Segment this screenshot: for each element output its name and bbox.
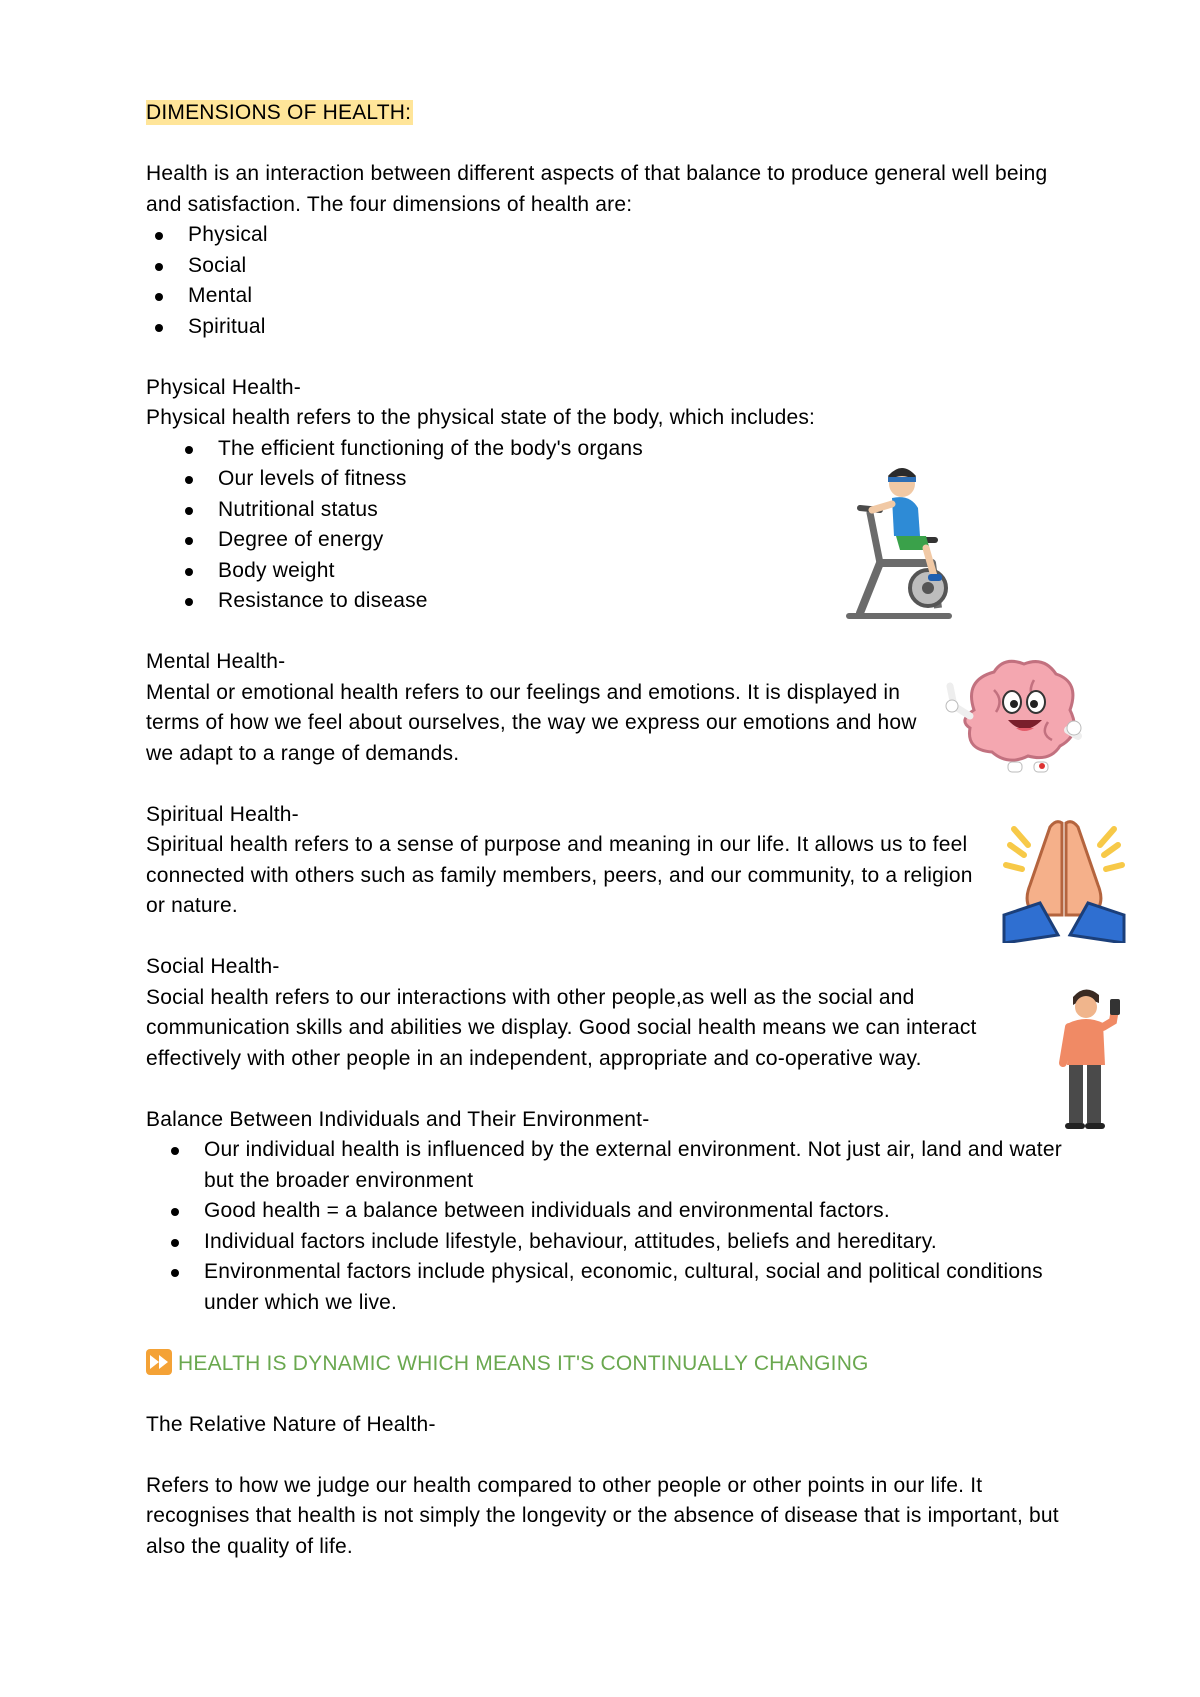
- relative-heading: The Relative Nature of Health-: [146, 1412, 436, 1436]
- list-item: Our individual health is influenced by the external environment. Not just air, land and water but the broader environment: [146, 1135, 1066, 1196]
- list-item: Environmental factors include physical, economic, cultural, social and political conditions under which we live.: [146, 1257, 1066, 1318]
- balance-heading: Balance Between Individuals and Their Environment-: [146, 1107, 650, 1131]
- intro-text: Health is an interaction between different aspects of that balance to produce general well being and satisfaction. The four dimensions of health are:: [146, 162, 1048, 216]
- person-with-phone-icon: [1055, 983, 1125, 1133]
- physical-heading: Physical Health-: [146, 375, 301, 399]
- list-item: Resistance to disease: [146, 586, 1066, 617]
- mental-text: Mental or emotional health refers to our feelings and emotions. It is displayed in terms of how we feel about ourselves, the way we express our emotions and how we adapt to a range of demands.: [146, 680, 917, 765]
- brain-mascot-icon: [944, 650, 1086, 780]
- list-item: Physical: [146, 220, 1066, 251]
- dimensions-list: [146, 220, 1066, 342]
- document-body: [146, 98, 1066, 1562]
- list-item: Nutritional status: [146, 495, 1066, 526]
- list-item: Spiritual: [146, 312, 1066, 343]
- list-item: The efficient functioning of the body's organs: [146, 434, 1066, 465]
- list-item: Individual factors include lifestyle, behaviour, attitudes, beliefs and hereditary.: [146, 1227, 1066, 1258]
- spiritual-heading: Spiritual Health-: [146, 802, 299, 826]
- list-item: Degree of energy: [146, 525, 1066, 556]
- exercise-bike-icon: [840, 458, 960, 623]
- page-title: [146, 98, 1066, 129]
- fast-forward-icon: [146, 1349, 172, 1375]
- spiritual-text: Spiritual health refers to a sense of purpose and meaning in our life. It allows us to feel connected with others such as family members, peers, and our community, to a religion or nature.: [146, 833, 973, 917]
- social-text: Social health refers to our interactions with other people,as well as the social and communication skills and abilities we display. Good social health means we can interact effectively with other people in an independent, appropriate and co-operative way.: [146, 985, 977, 1070]
- dynamic-text: HEALTH IS DYNAMIC WHICH MEANS IT'S CONTINUALLY CHANGING: [178, 1351, 869, 1375]
- list-item: Our levels of fitness: [146, 464, 1066, 495]
- balance-list: [146, 1135, 1066, 1318]
- list-item: Good health = a balance between individuals and environmental factors.: [146, 1196, 1066, 1227]
- relative-text: Refers to how we judge our health compared to other people or other points in our life. It recognises that health is not simply the longevity or the absence of disease that is important, but also the quality of life.: [146, 1473, 1059, 1558]
- list-item: Social: [146, 251, 1066, 282]
- mental-heading: Mental Health-: [146, 650, 286, 673]
- title-text: DIMENSIONS OF HEALTH:: [146, 101, 412, 124]
- list-item: Body weight: [146, 556, 1066, 587]
- physical-text: Physical health refers to the physical state of the body, which includes:: [146, 406, 816, 429]
- list-item: Mental: [146, 281, 1066, 312]
- dynamic-callout: [146, 1349, 1066, 1380]
- social-heading: Social Health-: [146, 955, 280, 978]
- praying-hands-icon: [1000, 815, 1128, 943]
